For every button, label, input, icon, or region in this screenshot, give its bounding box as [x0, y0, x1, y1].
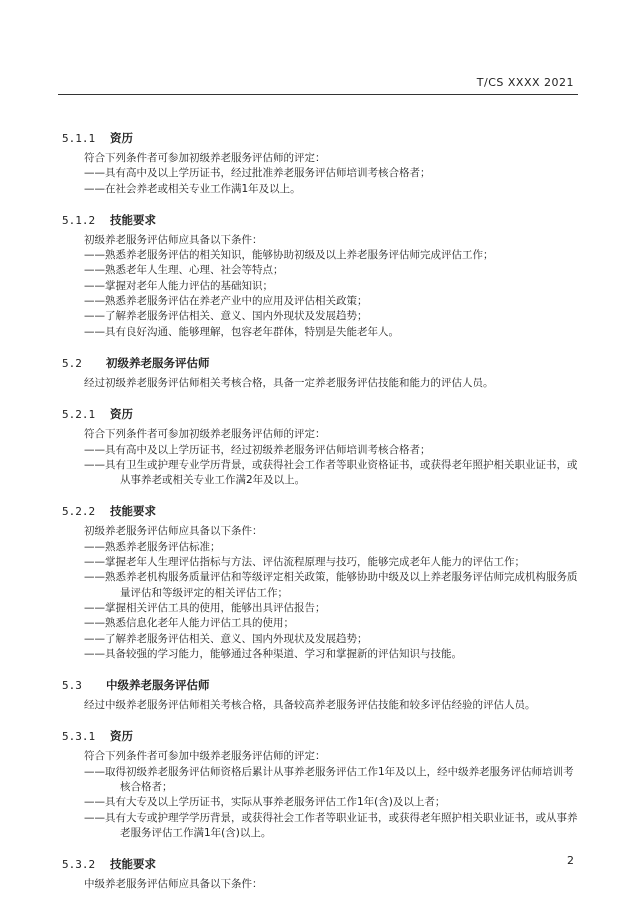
list-item: ——熟悉养老服务评估在养老产业中的应用及评估相关政策； [84, 295, 368, 308]
section-intro: 中级养老服务评估师应具备以下条件： [84, 878, 263, 891]
list-item: ——具有高中及以上学历证书，经过初级养老服务评估师培训考核合格者； [84, 443, 431, 456]
list-item: ——取得初级养老服务评估师资格后累计从事养老服务评估工作1年及以上，经中级养老服务评估师培训考核合格者； [84, 765, 574, 794]
page-number: 2 [567, 854, 574, 867]
standard-code: T/CS XXXX 2021 [476, 76, 574, 89]
section-block [62, 353, 578, 391]
list-item: ——在社会养老或相关专业工作满1年及以上。 [84, 182, 301, 195]
section-title: 初级养老服务评估师 [106, 355, 210, 370]
list-item: ——具有大专或护理学学历背景，或获得社会工作者等职业证书，或获得老年照护相关职业证书，或从事养老服务评估工作满1年(含)以上。 [84, 811, 578, 839]
section-number: 5.2.1 [62, 408, 96, 422]
list-item: ——具有卫生或护理专业学历背景，或获得社会工作者等职业资格证书，或获得老年照护相关职业证书，或从事养老或相关专业工作满2年及以上。 [84, 458, 578, 487]
section-intro: 符合下列条件者可参加初级养老服务评估师的评定： [84, 152, 326, 164]
section-heading [62, 501, 578, 521]
document-body [62, 128, 578, 906]
list-item: ——了解养老服务评估相关、意义、国内外现状及发展趋势； [84, 310, 368, 323]
section-intro: 符合下列条件者可参加中级养老服务评估师的评定： [84, 750, 326, 763]
section-intro: 经过中级养老服务评估师相关考核合格，具备较高养老服务评估技能和较多评估经验的评估人员。 [84, 699, 536, 712]
section-heading [62, 675, 578, 695]
list-item: ——熟悉老年人生理、心理、社会等特点； [84, 264, 284, 277]
section-heading [62, 210, 578, 230]
section-number: 5.1.2 [62, 213, 96, 227]
section-block [62, 404, 578, 488]
section-block [62, 210, 578, 340]
list-item: ——熟悉养老机构服务质量评估和等级评定相关政策，能够协助中级及以上养老服务评估师完成机构服务质量评估和等级评定的相关评估工作； [84, 571, 578, 599]
section-heading [62, 128, 578, 148]
list-item: ——了解养老服务评估相关、意义、国内外现状及发展趋势； [84, 632, 368, 645]
list-item: ——具有良好沟通、能够理解，包容老年群体，特别是失能老年人。 [84, 325, 399, 338]
section-intro: 经过初级养老服务评估师相关考核合格，具备一定养老服务评估技能和能力的评估人员。 [84, 376, 494, 389]
section-block [62, 128, 578, 197]
header-rule [58, 94, 578, 95]
section-number: 5.1.1 [62, 132, 96, 145]
section-block [62, 854, 578, 892]
list-item: ——具备较强的学习能力，能够通过各种渠道、学习和掌握新的评估知识与技能。 [84, 647, 462, 660]
section-number: 5.2 [62, 356, 82, 370]
list-item: ——具有高中及以上学历证书，经过批准养老服务评估师培训考核合格者； [84, 167, 431, 180]
section-title: 技能要求 [110, 857, 156, 872]
section-heading [62, 726, 578, 746]
section-block [62, 726, 578, 841]
list-item: ——掌握对老年人能力评估的基础知识； [84, 279, 273, 292]
section-heading [62, 353, 578, 373]
list-item: ——熟悉养老服务评估的相关知识，能够协助初级及以上养老服务评估师完成评估工作； [84, 249, 494, 262]
section-intro: 初级养老服务评估师应具备以下条件： [84, 233, 263, 246]
section-heading [62, 854, 578, 874]
section-title: 资历 [110, 131, 133, 145]
list-item: ——熟悉养老服务评估标准； [84, 540, 221, 553]
section-block [62, 501, 578, 662]
section-intro: 初级养老服务评估师应具备以下条件： [84, 525, 263, 538]
section-number: 5.2.2 [62, 505, 96, 519]
list-item: ——具有大专及以上学历证书，实际从事养老服务评估工作1年(含)及以上者； [84, 796, 446, 809]
section-title: 中级养老服务评估师 [106, 678, 210, 693]
section-number: 5.3 [62, 679, 82, 693]
section-title: 资历 [110, 729, 133, 744]
list-item: ——熟悉信息化老年人能力评估工具的使用； [84, 617, 294, 630]
section-title: 技能要求 [110, 212, 156, 227]
section-heading [62, 404, 578, 424]
section-number: 5.3.2 [62, 858, 96, 872]
section-intro: 符合下列条件者可参加初级养老服务评估师的评定： [84, 428, 326, 441]
section-number: 5.3.1 [62, 730, 96, 744]
section-block [62, 675, 578, 713]
list-item: ——掌握老年人生理评估指标与方法、评估流程原理与技巧，能够完成老年人能力的评估工作； [84, 556, 525, 569]
section-title: 资历 [110, 407, 133, 422]
section-title: 技能要求 [110, 504, 156, 519]
list-item: ——掌握相关评估工具的使用，能够出具评估报告； [84, 601, 326, 614]
